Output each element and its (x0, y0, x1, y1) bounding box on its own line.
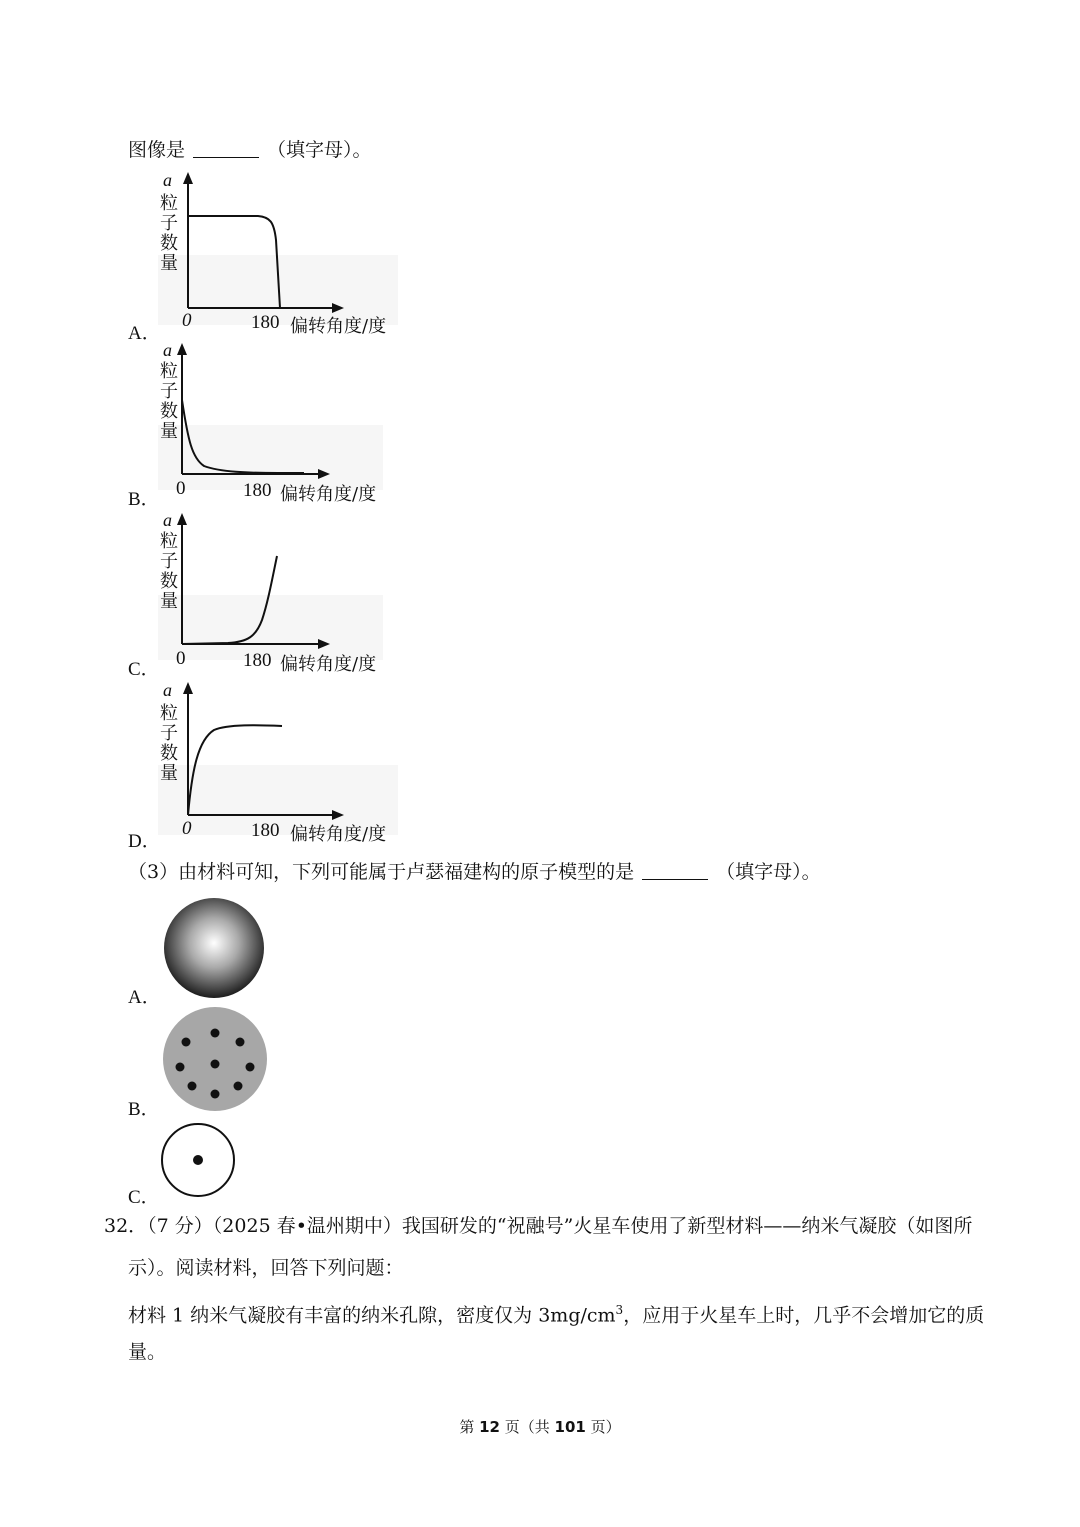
plum-pudding-icon (162, 1006, 270, 1112)
model-a (128, 892, 288, 1007)
option-label: D． (128, 831, 161, 852)
material-1-line1 (128, 1298, 984, 1327)
x-axis-label: 偏转角度/度 (290, 824, 387, 845)
y-char: 粒 (160, 531, 178, 552)
graph-c (128, 510, 408, 680)
origin-label: 0 (176, 648, 186, 669)
origin-label: 0 (182, 310, 192, 331)
y-symbol: a (163, 680, 172, 700)
curve-line (182, 400, 304, 473)
option-label: C． (128, 659, 160, 680)
gradient-sphere-icon (162, 896, 268, 1000)
curve-line (182, 556, 277, 644)
y-char: 量 (160, 253, 178, 274)
x-axis-label: 偏转角度/度 (280, 654, 377, 675)
origin-label: 0 (182, 818, 192, 839)
graph-b (128, 340, 408, 510)
y-char: 数 (160, 743, 178, 764)
x-tick-label: 180 (243, 650, 272, 671)
curve-line (188, 725, 282, 815)
question-prefix: （3）由材料可知，下列可能属于卢瑟福建构的原子模型的是 (128, 861, 635, 883)
question-suffix: （填字母）。 (716, 861, 821, 883)
option-label: A． (128, 987, 161, 1008)
page-total: 101 (554, 1418, 586, 1436)
model-b (128, 1006, 288, 1121)
question-prefix: 图像是 (128, 139, 186, 161)
y-symbol: a (163, 170, 172, 190)
question-32-line1: 32．（7 分）（2025 春•温州期中）我国研发的“祝融号”火星车使用了新型材料——纳米气凝胶（如图所 (104, 1215, 973, 1237)
material-text: ，应用于火星车上时，几乎不会增加它的质 (623, 1304, 985, 1327)
answer-blank[interactable] (193, 139, 259, 158)
x-tick-label: 180 (251, 312, 280, 333)
y-char: 数 (160, 401, 178, 422)
y-char: 量 (160, 421, 178, 442)
graph-d (128, 680, 408, 855)
page-number: 12 (479, 1418, 500, 1436)
page-footer (0, 1416, 1080, 1437)
x-axis-label: 偏转角度/度 (280, 484, 377, 505)
material-1-line2: 量。 (128, 1341, 167, 1363)
question-line (128, 860, 821, 884)
x-axis-label: 偏转角度/度 (290, 316, 387, 337)
graph-a (128, 170, 408, 344)
question-32-line2: 示）。阅读材料，回答下列问题： (128, 1257, 404, 1279)
option-label: B． (128, 489, 160, 510)
answer-blank[interactable] (642, 861, 708, 880)
superscript: 3 (615, 1303, 624, 1317)
footer-text: 页（共 (500, 1418, 555, 1436)
material-text: 材料 1 纳米气凝胶有丰富的纳米孔隙，密度仅为 3mg/cm (128, 1304, 616, 1327)
footer-text: 页） (585, 1418, 621, 1436)
y-char: 子 (160, 551, 178, 572)
y-char: 子 (160, 723, 178, 744)
nucleus-model-icon (160, 1122, 238, 1198)
y-char: 粒 (160, 193, 178, 214)
y-char: 子 (160, 213, 178, 234)
y-char: 粒 (160, 703, 178, 724)
y-symbol: a (163, 510, 172, 530)
y-char: 子 (160, 381, 178, 402)
question-line (128, 138, 372, 162)
y-char: 数 (160, 571, 178, 592)
question-suffix: （填字母）。 (267, 139, 372, 161)
option-label: C． (128, 1187, 160, 1208)
y-char: 量 (160, 591, 178, 612)
x-tick-label: 180 (251, 820, 280, 841)
x-tick-label: 180 (243, 480, 272, 501)
footer-text: 第 (459, 1418, 480, 1436)
y-char: 量 (160, 763, 178, 784)
curve-line (188, 216, 280, 308)
option-label: A． (128, 323, 161, 344)
origin-label: 0 (176, 478, 186, 499)
y-char: 数 (160, 233, 178, 254)
option-label: B． (128, 1099, 160, 1120)
y-symbol: a (163, 340, 172, 360)
model-c (128, 1120, 288, 1210)
y-char: 粒 (160, 361, 178, 382)
